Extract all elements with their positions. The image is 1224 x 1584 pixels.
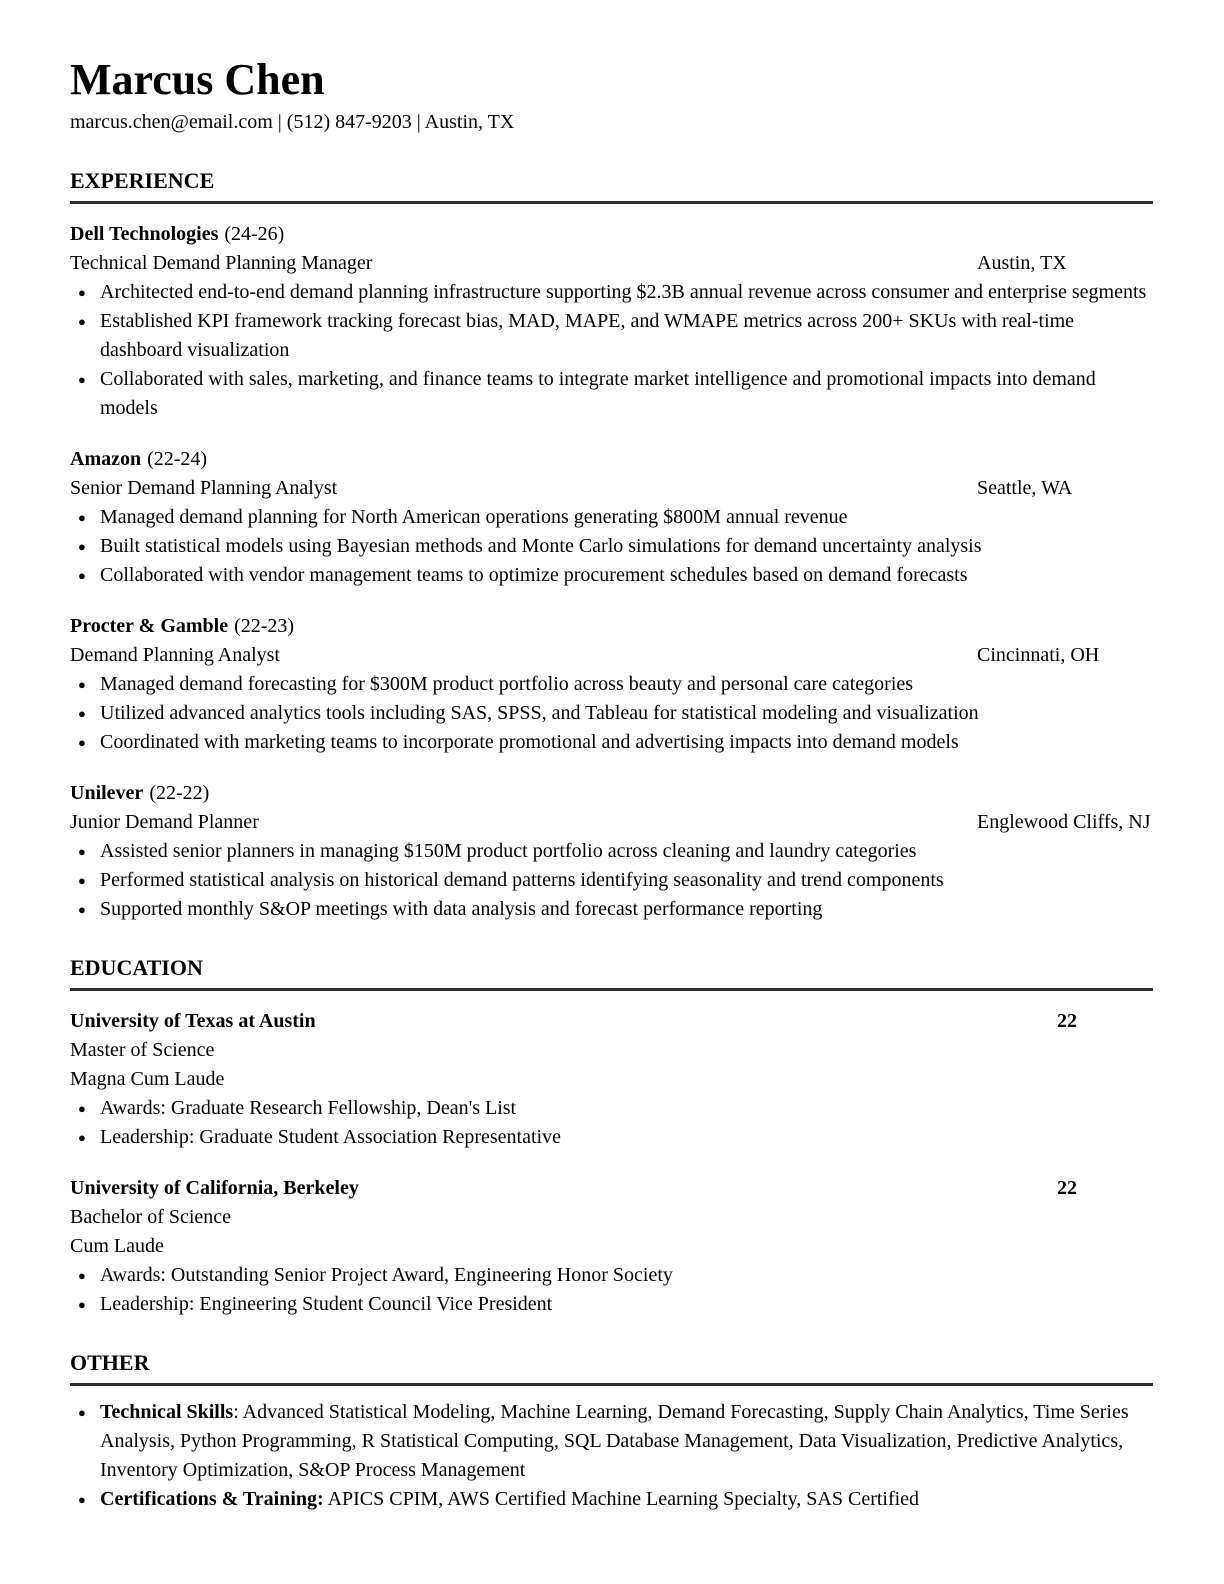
job-title: Demand Planning Analyst	[70, 644, 280, 666]
school-bullets	[70, 1261, 1153, 1319]
job-bullets	[70, 670, 1153, 757]
company-dates: (22-24)	[147, 448, 208, 470]
company-name: Procter & Gamble	[70, 615, 229, 637]
other-bullets	[70, 1398, 1153, 1514]
company-dates: (22-23)	[234, 615, 295, 637]
other-item-label: Technical Skills	[100, 1401, 234, 1423]
school-year: 22	[1057, 1177, 1077, 1199]
school-name: University of Texas at Austin	[70, 1010, 316, 1032]
job-entry-pg	[70, 612, 1153, 757]
job-entry-amazon	[70, 445, 1153, 590]
section-experience	[70, 167, 1153, 924]
degree: Bachelor of Science	[70, 1206, 232, 1228]
bullet-item: ● Managed demand planning for North American operations generating $800M annual revenue	[70, 503, 1153, 532]
bullet-item: ● Architected end-to-end demand planning infrastructure supporting $2.3B annual revenue across consumer and enterprise segments	[70, 278, 1153, 307]
company-line	[70, 612, 1153, 641]
school-entry-ut-austin	[70, 1007, 1153, 1152]
bullet-item: ● Collaborated with vendor management teams to optimize procurement schedules based on demand forecasts	[70, 561, 1153, 590]
bullet-item: ● Leadership: Engineering Student Council Vice President	[70, 1290, 1153, 1319]
school-line	[70, 1174, 1153, 1203]
job-location: Seattle, WA	[977, 477, 1073, 499]
company-dates: (22-22)	[149, 782, 210, 804]
company-name: Amazon	[70, 448, 142, 470]
bullet-item: ● Managed demand forecasting for $300M product portfolio across beauty and personal care categories	[70, 670, 1153, 699]
person-name: Marcus Chen	[70, 55, 325, 104]
school-year: 22	[1057, 1010, 1077, 1032]
honors: Cum Laude	[70, 1235, 164, 1257]
bullet-item-certifications	[70, 1485, 1153, 1514]
company-line	[70, 220, 1153, 249]
bullet-item: ● Established KPI framework tracking forecast bias, MAD, MAPE, and WMAPE metrics across 200+ SKUs with real-time dashboard visualization	[70, 307, 1153, 365]
school-name: University of California, Berkeley	[70, 1177, 359, 1199]
job-title: Junior Demand Planner	[70, 811, 259, 833]
company-line	[70, 779, 1153, 808]
job-entry-unilever	[70, 779, 1153, 924]
section-title-experience: EXPERIENCE	[70, 167, 1153, 204]
section-education	[70, 954, 1153, 1319]
job-bullets	[70, 503, 1153, 590]
job-location: Englewood Cliffs, NJ	[977, 811, 1151, 833]
job-bullets	[70, 837, 1153, 924]
contact-line: marcus.chen@email.com | (512) 847-9203 | Austin, TX	[70, 111, 515, 133]
bullet-item: ● Awards: Graduate Research Fellowship, Dean's List	[70, 1094, 1153, 1123]
title-location-line	[70, 641, 1153, 670]
company-dates: (24-26)	[224, 223, 285, 245]
job-location: Cincinnati, OH	[977, 644, 1100, 666]
school-line	[70, 1007, 1153, 1036]
title-location-line	[70, 808, 1153, 837]
section-other	[70, 1349, 1153, 1514]
school-entry-uc-berkeley	[70, 1174, 1153, 1319]
school-bullets	[70, 1094, 1153, 1152]
bullet-item: ● Supported monthly S&OP meetings with data analysis and forecast performance reporting	[70, 895, 1153, 924]
section-title-education: EDUCATION	[70, 954, 1153, 991]
job-location: Austin, TX	[977, 252, 1067, 274]
other-item-text: : Advanced Statistical Modeling, Machine Learning, Demand Forecasting, Supply Chain Analytics, Time Series Analysis, Python Programming, R Statistical Computing, SQL Database Management, Data Visualization, Predictive Analytics, Inventory Optimization, S&OP Process Management	[100, 1401, 1129, 1481]
job-title: Senior Demand Planning Analyst	[70, 477, 338, 499]
company-line	[70, 445, 1153, 474]
job-title: Technical Demand Planning Manager	[70, 252, 373, 274]
section-title-other: OTHER	[70, 1349, 1153, 1386]
other-item-text: APICS CPIM, AWS Certified Machine Learning Specialty, SAS Certified	[323, 1488, 920, 1510]
company-name: Dell Technologies	[70, 223, 219, 245]
bullet-item: ● Awards: Outstanding Senior Project Award, Engineering Honor Society	[70, 1261, 1153, 1290]
job-entry-dell	[70, 220, 1153, 423]
bullet-item: ● Collaborated with sales, marketing, and finance teams to integrate market intelligence and promotional impacts into demand models	[70, 365, 1153, 423]
bullet-item: ● Assisted senior planners in managing $150M product portfolio across cleaning and laundry categories	[70, 837, 1153, 866]
resume-header	[70, 56, 1153, 137]
degree: Master of Science	[70, 1039, 215, 1061]
honors: Magna Cum Laude	[70, 1068, 225, 1090]
bullet-item: ● Performed statistical analysis on historical demand patterns identifying seasonality and trend components	[70, 866, 1153, 895]
other-item-label: Certifications & Training:	[100, 1488, 324, 1510]
bullet-item-technical-skills	[70, 1398, 1153, 1485]
bullet-item: ● Leadership: Graduate Student Association Representative	[70, 1123, 1153, 1152]
title-location-line	[70, 249, 1153, 278]
company-name: Unilever	[70, 782, 144, 804]
bullet-item: ● Utilized advanced analytics tools including SAS, SPSS, and Tableau for statistical modeling and visualization	[70, 699, 1153, 728]
job-bullets	[70, 278, 1153, 423]
title-location-line	[70, 474, 1153, 503]
bullet-item: ● Coordinated with marketing teams to incorporate promotional and advertising impacts into demand models	[70, 728, 1153, 757]
bullet-item: ● Built statistical models using Bayesian methods and Monte Carlo simulations for demand uncertainty analysis	[70, 532, 1153, 561]
